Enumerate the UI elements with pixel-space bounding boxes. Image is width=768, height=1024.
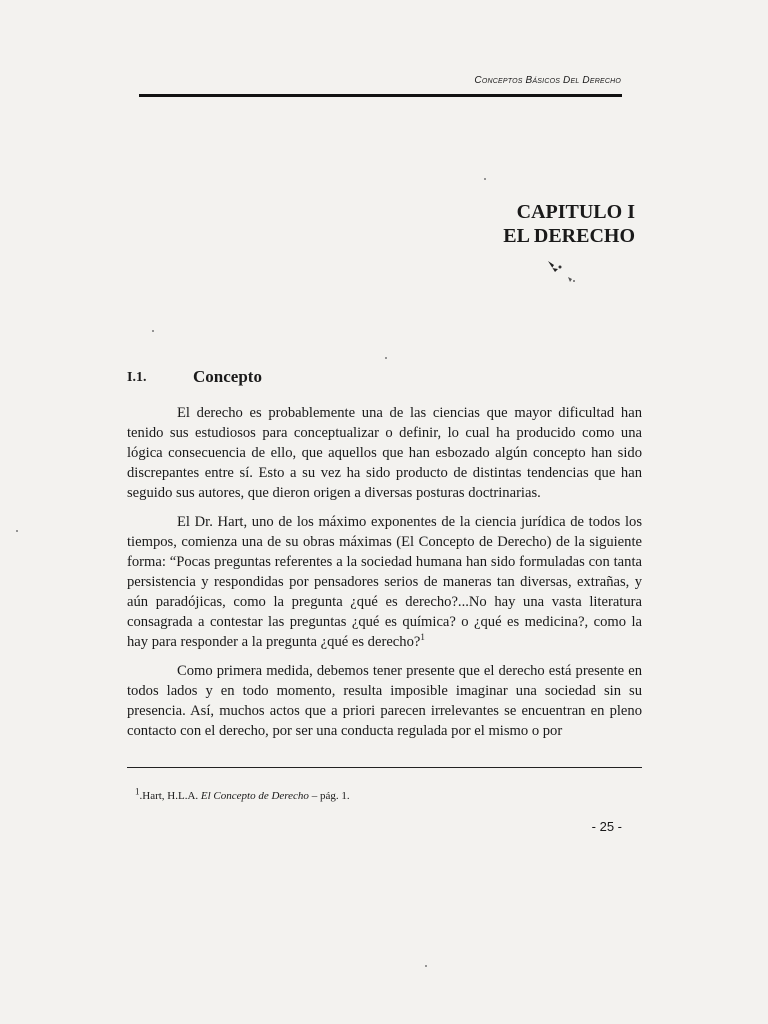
page-number: - 25 - (591, 819, 622, 834)
footnote (135, 786, 635, 802)
paper-speck (385, 357, 387, 359)
footnote-author: .Hart, H.L.A. (139, 790, 199, 802)
ornament-icon (540, 255, 584, 289)
paragraph-1: El derecho es probablemente una de las ciencias que mayor dificultad han tenido sus estudiosos para conceptualizar o definir, lo cual ha producido como una lógica consecuencia de ello, que aquellos que han esbozado algún concepto han sido discrepantes entre sí. Esto a su vez ha sido producto de distintas tendencias que han seguido sus autores, que dieron origen a diversas posturas doctrinarias. (127, 405, 642, 501)
paragraph-3: Como primera medida, debemos tener presente que el derecho está presente en todos lados y en todo momento, resulta imposible imaginar una sociedad sin su presencia. Así, muchos actos que a priori parecen irrelevantes se encuentran en pleno contacto con el derecho, por ser una conducta regulada por el mismo o por (127, 663, 642, 739)
footnote-reference: 1 (420, 632, 425, 643)
chapter-heading (420, 200, 635, 248)
paper-speck (425, 965, 427, 967)
paper-speck (16, 530, 18, 532)
footnote-rule (127, 767, 642, 768)
footnote-marker: 1 (135, 786, 140, 797)
running-title: Conceptos Básicos Del Derecho (474, 75, 621, 86)
chapter-label: CAPITULO I (516, 201, 635, 223)
footnote-book: El Concepto de Derecho (200, 790, 309, 802)
section-number: I.1. (127, 370, 147, 385)
body-text (127, 403, 642, 750)
paper-speck (152, 330, 154, 332)
paper-speck (484, 178, 486, 180)
chapter-title: EL DERECHO (503, 225, 635, 247)
paragraph-2 (127, 512, 642, 652)
footnote-page-ref: – pág. 1. (311, 790, 350, 802)
header-rule (139, 94, 622, 97)
running-header (130, 75, 621, 86)
paragraph-2-text: El Dr. Hart, uno de los máximo exponentes de la ciencia jurídica de todos los tiempos, comienza una de su obras máximas (El Concepto de Derecho) de la siguiente forma: “Pocas preguntas referentes a la sociedad humana han sido formuladas con tanta persistencia y respondidas por pensadores serios de maneras tan diversas, extrañas, y aún paradójicas, como la pregunta ¿qué es derecho?...No hay una vasta literatura consagrada a contestar las preguntas ¿qué es química? o ¿qué es medicina?, como la hay para responder a la pregunta ¿qué es derecho? (127, 514, 642, 650)
section-title: Concepto (193, 367, 262, 386)
